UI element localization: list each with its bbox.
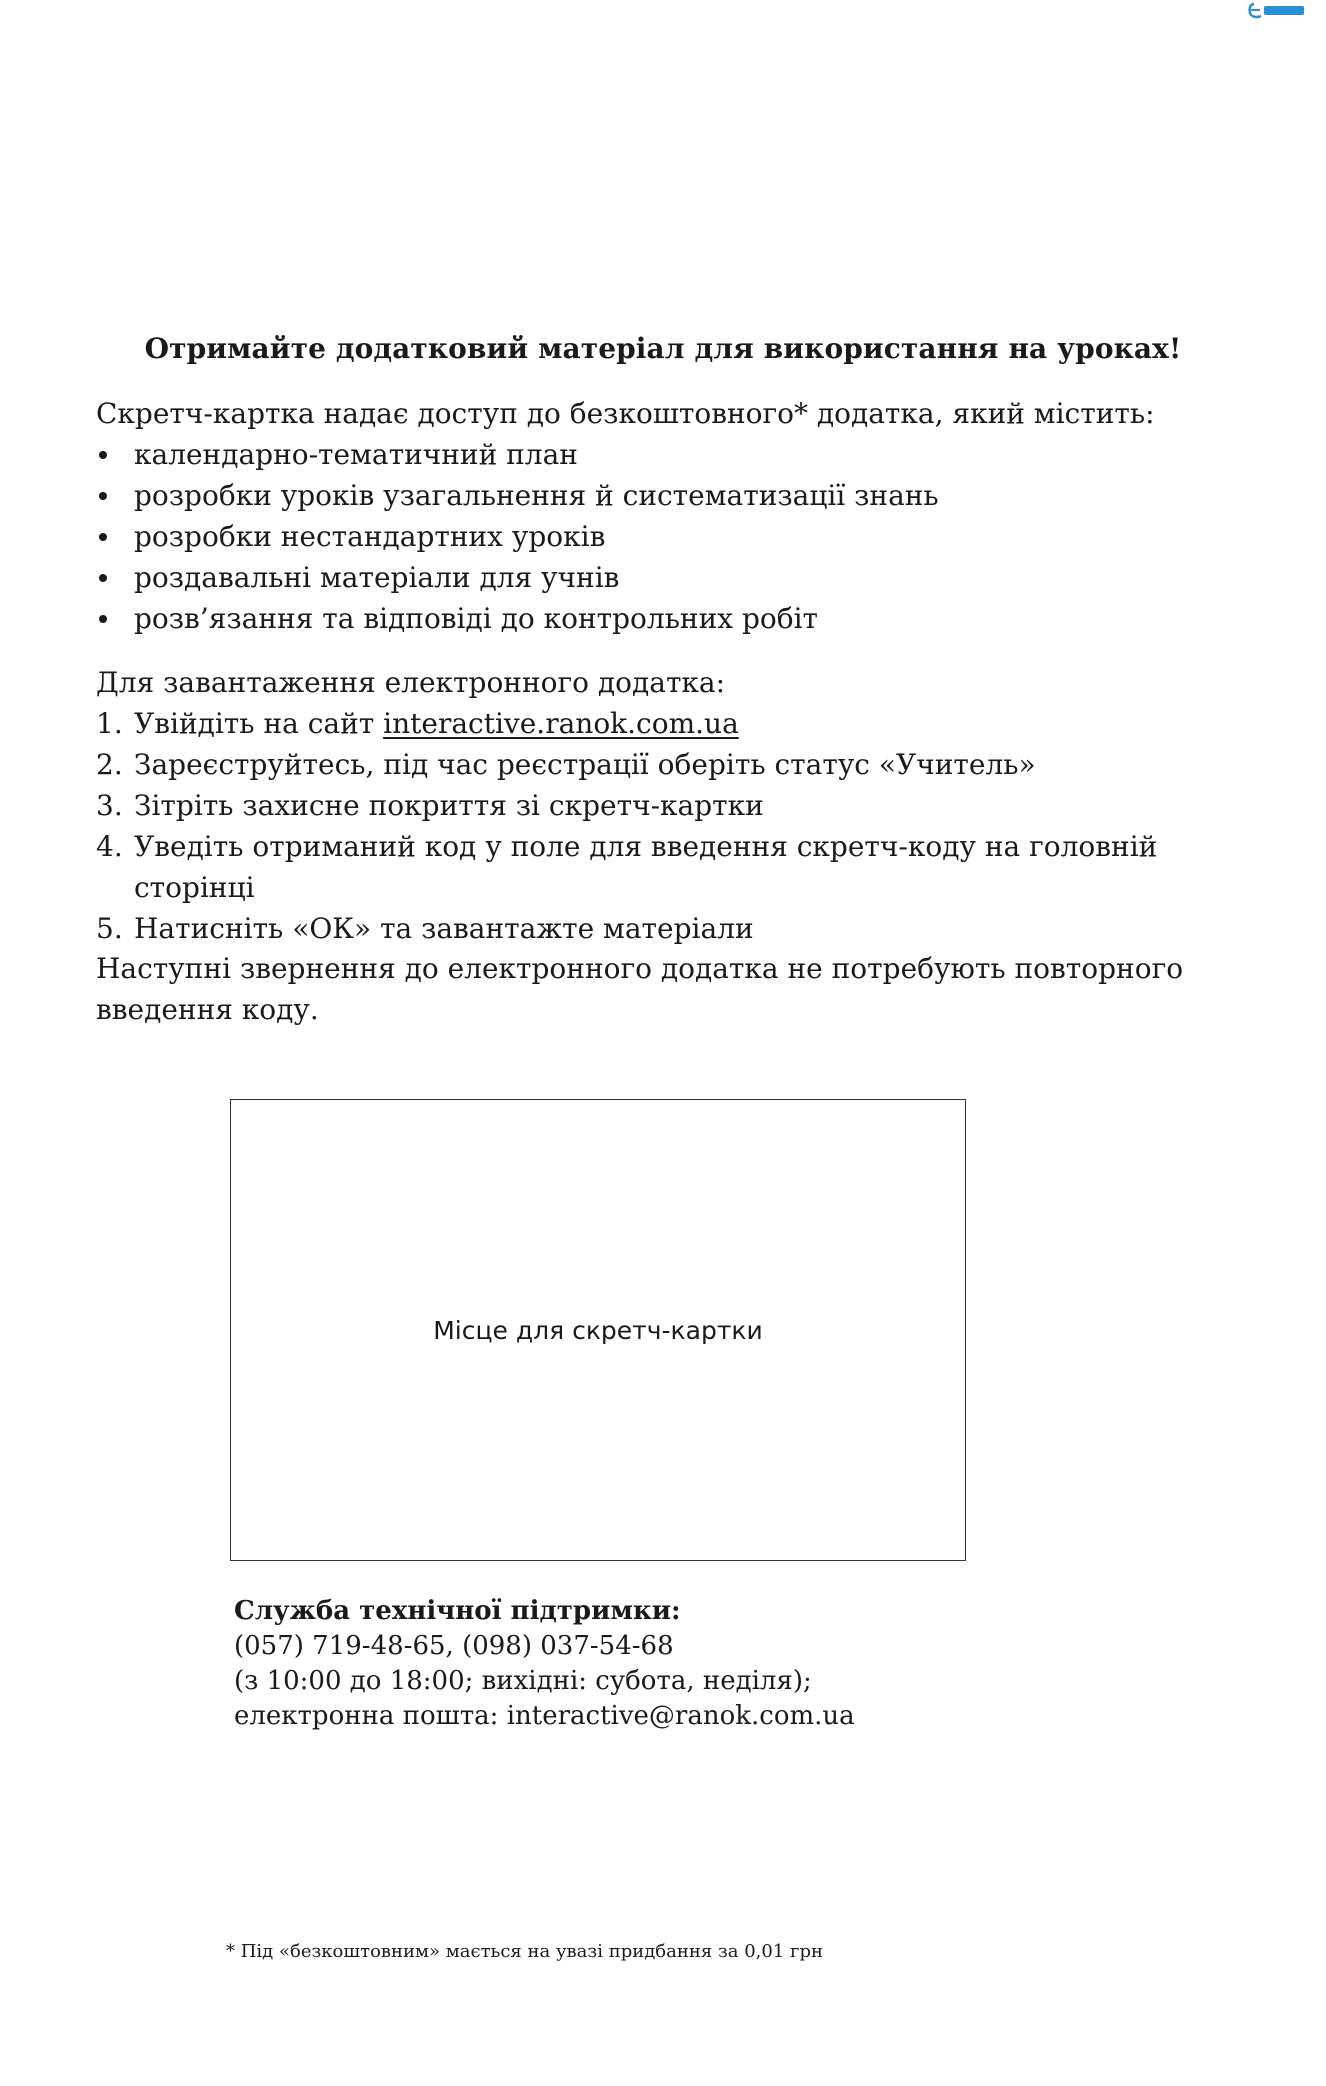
step-item [96,908,1276,949]
step-number: 2. [96,748,123,781]
support-hours: (з 10:00 до 18:00; вихідні: субота, неділя); [234,1666,812,1696]
list-item [96,516,1276,557]
page-title: Отримайте додатковий матеріал для використання на уроках! [144,332,1182,365]
step-text: Увійдіть на сайт [134,707,384,740]
download-lead: Для завантаження електронного додатка: [96,666,726,699]
support-phones: (057) 719-48-65, (098) 037-54-68 [234,1631,674,1661]
step-item [96,703,1276,744]
download-steps [96,703,1276,949]
intro-lead: Скретч-картка надає доступ до безкоштовного* додатка, який містить: [96,397,1155,430]
intro-section [96,393,1276,639]
bullet-icon [96,434,134,475]
download-section [96,662,1276,949]
support-contacts [234,1594,855,1734]
publisher-logo [1248,0,1312,20]
list-item-text: розв’язання та відповіді до контрольних робіт [134,602,819,635]
followup-note [96,948,1276,1030]
bullet-icon [96,475,134,516]
scratch-card-label: Місце для скретч-картки [433,1315,763,1345]
step-item [96,826,1276,908]
followup-line-2: введення коду. [96,993,319,1026]
step-item [96,744,1276,785]
list-item-text: календарно-тематичний план [134,438,578,471]
footnote: * Під «безкоштовним» мається на увазі придбання за 0,01 грн [226,1941,823,1962]
list-item [96,598,1276,639]
list-item [96,434,1276,475]
step-text: Уведіть отриманий код у поле для введення скретч-коду на головній сторінці [134,830,1158,904]
e-ranok-logo-icon [1248,0,1312,20]
step-number: 3. [96,789,123,822]
list-item-text: роздавальні матеріали для учнів [134,561,620,594]
step-text: Зареєструйтесь, під час реєстрації оберіть статус «Учитель» [134,748,1036,781]
support-title: Служба технічної підтримки: [234,1596,681,1626]
bullet-icon [96,516,134,557]
step-text: Зітріть захисне покриття зі скретч-картки [134,789,764,822]
step-item [96,785,1276,826]
list-item-text: розробки нестандартних уроків [134,520,606,553]
site-link[interactable]: interactive.ranok.com.ua [383,707,739,740]
followup-line-1: Наступні звернення до електронного додатка не потребують повторного [96,952,1184,985]
list-item-text: розробки уроків узагальнення й систематизації знань [134,479,939,512]
step-number: 4. [96,830,123,863]
list-item [96,557,1276,598]
bullet-icon [96,598,134,639]
support-email: електронна пошта: interactive@ranok.com.ua [234,1701,855,1731]
step-number: 5. [96,912,123,945]
scratch-card-placeholder [230,1099,966,1561]
list-item [96,475,1276,516]
step-text: Натисніть «ОК» та завантажте матеріали [134,912,754,945]
step-number: 1. [96,707,123,740]
materials-list [96,434,1276,639]
bullet-icon [96,557,134,598]
